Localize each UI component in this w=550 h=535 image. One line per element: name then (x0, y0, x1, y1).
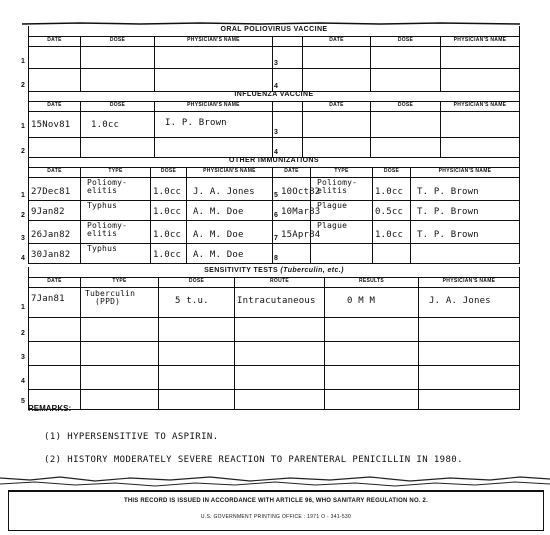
cell-value: 10Mar83 (281, 207, 321, 217)
sens-empty-cell[interactable] (235, 318, 325, 342)
cell-value: Poliomy- elitis (87, 221, 128, 238)
cell-value: 9Jan82 (31, 207, 65, 217)
cell-value: T. P. Brown (417, 187, 479, 197)
sens-empty-cell[interactable] (419, 366, 519, 390)
other-physician-cell[interactable] (187, 201, 273, 221)
cell-value: J. A. Jones (193, 187, 255, 197)
other-physician-cell-2[interactable] (411, 201, 519, 221)
influenza-header-physician: PHYSICIAN'S NAME (155, 102, 273, 112)
sensitivity-section (21, 267, 520, 410)
row-number: 2 (21, 330, 26, 337)
table-row (21, 318, 519, 342)
influenza-r1-date[interactable] (21, 112, 81, 138)
influenza-r4-number: 4 (273, 138, 303, 158)
footer-printing-office: U.S. GOVERNMENT PRINTING OFFICE : 1971 O - 341-530 (200, 514, 352, 520)
row-number: 1 (21, 304, 26, 311)
influenza-title: INFLUENZA VACCINE (29, 91, 519, 102)
sens-r1-physician[interactable]: J. A. Jones (419, 288, 519, 318)
polio-header-physician-2: PHYSICIAN'S NAME (441, 37, 519, 47)
sens-empty-cell[interactable] (325, 342, 419, 366)
row-number: 1 (21, 123, 26, 130)
table-row (21, 390, 519, 410)
influenza-section (21, 91, 520, 158)
influenza-table (21, 102, 519, 158)
row-number: 5 (21, 398, 26, 405)
other-dose-cell-2[interactable] (373, 201, 411, 221)
other-dose-cell[interactable] (151, 178, 187, 201)
cell-value: 1.0cc (375, 230, 404, 240)
sens-r1-dose[interactable]: 5 t.u. (159, 288, 235, 318)
row-number: 5 (274, 192, 279, 199)
influenza-r1-dose[interactable]: 1.0cc (81, 112, 155, 138)
other-type-cell-2[interactable] (311, 178, 373, 201)
other-date-cell[interactable] (21, 201, 81, 221)
influenza-r2-dose[interactable] (81, 138, 155, 158)
table-row (21, 342, 519, 366)
sens-r1-route[interactable]: Intracutaneous (235, 288, 325, 318)
sens-empty-cell[interactable] (235, 390, 325, 410)
other-physician-cell-2[interactable] (411, 221, 519, 244)
cell-value: Typhus (87, 244, 118, 253)
other-header-dose-2: DOSE (373, 168, 411, 178)
other-dose-cell[interactable] (151, 244, 187, 264)
sensitivity-table (21, 278, 519, 318)
other-date-cell-2[interactable] (273, 178, 321, 201)
other-header-date: DATE (29, 168, 81, 178)
table-row (21, 366, 519, 390)
cell-value: Poliomy- elitis (317, 178, 358, 195)
sens-header-date: DATE (29, 278, 81, 288)
other-title: OTHER IMMUNIZATIONS (29, 157, 519, 168)
sens-empty-cell[interactable] (21, 318, 81, 342)
influenza-r1-physician[interactable]: I. P. Brown (155, 112, 273, 138)
other-header-type: TYPE (81, 168, 151, 178)
row-number: 1 (21, 58, 26, 65)
cell-value: T. P. Brown (417, 207, 479, 217)
sens-header-dose: DOSE (159, 278, 235, 288)
influenza-header-dose: DOSE (81, 102, 155, 112)
cell-value: Typhus (87, 201, 118, 210)
cell-value: T. P. Brown (417, 230, 479, 240)
polio-r1-dose[interactable] (81, 47, 155, 69)
other-dose-cell[interactable] (151, 221, 187, 244)
sens-r1-type[interactable]: Tuberculin (PPD) (81, 288, 159, 318)
cell-value (413, 244, 519, 250)
other-type-cell-2[interactable] (311, 201, 373, 221)
footer-regulation-text: THIS RECORD IS ISSUED IN ACCORDANCE WITH ARTICLE 96, WHO SANITARY REGULATION NO. 2. (124, 498, 428, 504)
other-header-type-2: TYPE (311, 168, 373, 178)
footer-box (8, 490, 544, 531)
row-number: 2 (21, 82, 26, 89)
cell-value: Plague (317, 221, 348, 230)
cell-value: 15Apr84 (281, 230, 321, 240)
cell-value: 0.5cc (375, 207, 404, 217)
other-type-cell[interactable] (81, 178, 151, 201)
row-number: 3 (21, 354, 26, 361)
polio-section (21, 26, 520, 92)
other-header-physician: PHYSICIAN'S NAME (187, 168, 273, 178)
influenza-header-dose-2: DOSE (371, 102, 441, 112)
cell-value (313, 244, 372, 245)
row-number: 1 (21, 192, 26, 199)
sens-empty-cell[interactable] (81, 366, 159, 390)
other-type-cell[interactable] (81, 244, 151, 264)
influenza-date-value: 15Nov81 (31, 120, 71, 130)
sens-empty-cell[interactable] (419, 390, 519, 410)
sens-r1-results[interactable]: 0 M M (325, 288, 419, 318)
sens-empty-cell[interactable] (419, 342, 519, 366)
row-number: 4 (21, 378, 26, 385)
polio-r3-number: 3 (273, 47, 303, 69)
other-dose-cell[interactable] (151, 201, 187, 221)
polio-r4-dose[interactable] (371, 69, 441, 92)
other-dose-cell-2[interactable] (373, 178, 411, 201)
cell-value: A. M. Doe (193, 207, 244, 217)
sens-empty-cell[interactable] (235, 342, 325, 366)
cell-value: 1.0cc (153, 187, 182, 197)
cell-value: 30Jan82 (31, 250, 71, 260)
table-row (21, 178, 519, 201)
polio-r3-dose[interactable] (371, 47, 441, 69)
sens-r1-date[interactable] (21, 288, 81, 318)
sens-empty-cell[interactable] (21, 342, 81, 366)
table-row (21, 201, 519, 221)
sens-empty-cell[interactable] (159, 366, 235, 390)
other-date-cell-2[interactable] (273, 244, 311, 264)
sens-empty-cell[interactable] (21, 366, 81, 390)
cell-value (375, 244, 410, 250)
cell-value: Plague (317, 201, 348, 210)
cell-value: A. M. Doe (193, 230, 244, 240)
sens-empty-cell[interactable] (325, 390, 419, 410)
cell-value: 1.0cc (153, 230, 182, 240)
sensitivity-title: SENSITIVITY TESTS (204, 267, 279, 274)
polio-r1-date[interactable] (21, 47, 81, 69)
other-physician-cell-2[interactable] (411, 178, 519, 201)
other-physician-cell[interactable] (187, 178, 273, 201)
other-physician-cell[interactable] (187, 221, 273, 244)
sens-empty-cell[interactable] (419, 318, 519, 342)
table-row (21, 244, 519, 264)
other-header-physician-2: PHYSICIAN'S NAME (411, 168, 519, 178)
row-number: 8 (274, 255, 279, 262)
influenza-r3-physician[interactable] (441, 112, 519, 138)
row-number: 4 (21, 255, 26, 262)
influenza-r4-date[interactable] (303, 138, 371, 158)
sens-header-results: RESULTS (325, 278, 419, 288)
sensitivity-title-bar (29, 267, 519, 278)
sens-empty-cell[interactable] (325, 318, 419, 342)
sens-empty-cell[interactable] (235, 366, 325, 390)
sens-empty-cell[interactable] (325, 366, 419, 390)
sens-empty-cell[interactable] (81, 390, 159, 410)
remarks-label: REMARKS: (28, 404, 72, 413)
influenza-r2-date[interactable] (21, 138, 81, 158)
other-physician-cell[interactable] (187, 244, 273, 264)
sens-empty-cell[interactable] (81, 342, 159, 366)
sensitivity-title-note: (Tuberculin, etc.) (280, 267, 344, 274)
other-header-dose: DOSE (151, 168, 187, 178)
polio-header-blank (273, 37, 303, 47)
influenza-header-date: DATE (29, 102, 81, 112)
other-type-cell[interactable] (81, 201, 151, 221)
polio-title: ORAL POLIOVIRUS VACCINE (29, 26, 519, 37)
influenza-r3-number: 3 (273, 112, 303, 138)
other-table (29, 168, 519, 178)
cell-value: 27Dec81 (31, 187, 71, 197)
sens-empty-cell[interactable] (159, 390, 235, 410)
other-date-cell-2[interactable] (273, 221, 321, 244)
influenza-header-blank (273, 102, 303, 112)
cell-value: Poliomy- elitis (87, 178, 128, 195)
remark-1: (1) HYPERSENSITIVE TO ASPIRIN. (44, 432, 219, 442)
polio-r4-physician[interactable] (441, 69, 519, 92)
polio-r3-physician[interactable] (441, 47, 519, 69)
other-dose-cell-2[interactable] (373, 244, 411, 264)
influenza-r4-physician[interactable] (441, 138, 519, 158)
sens-empty-cell[interactable] (159, 342, 235, 366)
influenza-header-physician-2: PHYSICIAN'S NAME (441, 102, 519, 112)
cell-value: 10Oct82 (281, 187, 321, 197)
other-type-cell-2[interactable] (311, 244, 373, 264)
polio-r4-number: 4 (273, 69, 303, 92)
polio-header-dose-2: DOSE (371, 37, 441, 47)
other-rows (21, 178, 519, 264)
row-number: 7 (274, 235, 279, 242)
influenza-r4-dose[interactable] (371, 138, 441, 158)
row-number: 3 (21, 235, 26, 242)
cell-value (275, 244, 310, 250)
polio-r3-date[interactable] (303, 47, 371, 69)
polio-header-date-2: DATE (303, 37, 371, 47)
table-row (21, 221, 519, 244)
sens-empty-cell[interactable] (81, 318, 159, 342)
influenza-r3-dose[interactable] (371, 112, 441, 138)
polio-r2-date[interactable] (21, 69, 81, 92)
other-dose-cell-2[interactable] (373, 221, 411, 244)
cell-value: A. M. Doe (193, 250, 244, 260)
sens-empty-rows (21, 318, 519, 410)
remark-2: (2) HISTORY MODERATELY SEVERE REACTION TO PARENTERAL PENICILLIN IN 1980. (44, 455, 463, 465)
row-number: 2 (21, 212, 26, 219)
torn-edge-bottom (0, 474, 550, 488)
polio-header-date: DATE (29, 37, 81, 47)
cell-value: 1.0cc (153, 250, 182, 260)
other-physician-cell-2[interactable] (411, 244, 519, 264)
sens-header-physician: PHYSICIAN'S NAME (419, 278, 519, 288)
sens-date-value: 7Jan81 (31, 294, 65, 304)
other-date-cell-2[interactable] (273, 201, 321, 221)
polio-header-physician: PHYSICIAN'S NAME (155, 37, 273, 47)
row-number: 2 (21, 148, 26, 155)
polio-r4-date[interactable] (303, 69, 371, 92)
other-immunizations-section (21, 157, 520, 264)
cell-value: 26Jan82 (31, 230, 71, 240)
sens-header-route: ROUTE (235, 278, 325, 288)
other-type-cell-2[interactable] (311, 221, 373, 244)
other-date-cell[interactable] (21, 221, 81, 244)
influenza-r2-physician[interactable] (155, 138, 273, 158)
cell-value: 1.0cc (375, 187, 404, 197)
influenza-r3-date[interactable] (303, 112, 371, 138)
row-number: 6 (274, 212, 279, 219)
cell-value: 1.0cc (153, 207, 182, 217)
other-type-cell[interactable] (81, 221, 151, 244)
sens-header-type: TYPE (81, 278, 159, 288)
polio-r2-dose[interactable] (81, 69, 155, 92)
sens-empty-cell[interactable] (159, 318, 235, 342)
other-date-cell[interactable] (21, 244, 81, 264)
other-date-cell[interactable] (21, 178, 81, 201)
other-header-date-2: DATE (273, 168, 311, 178)
polio-header-dose: DOSE (81, 37, 155, 47)
influenza-header-date-2: DATE (303, 102, 371, 112)
polio-table (21, 37, 519, 92)
polio-r1-physician[interactable] (155, 47, 273, 69)
polio-r2-physician[interactable] (155, 69, 273, 92)
